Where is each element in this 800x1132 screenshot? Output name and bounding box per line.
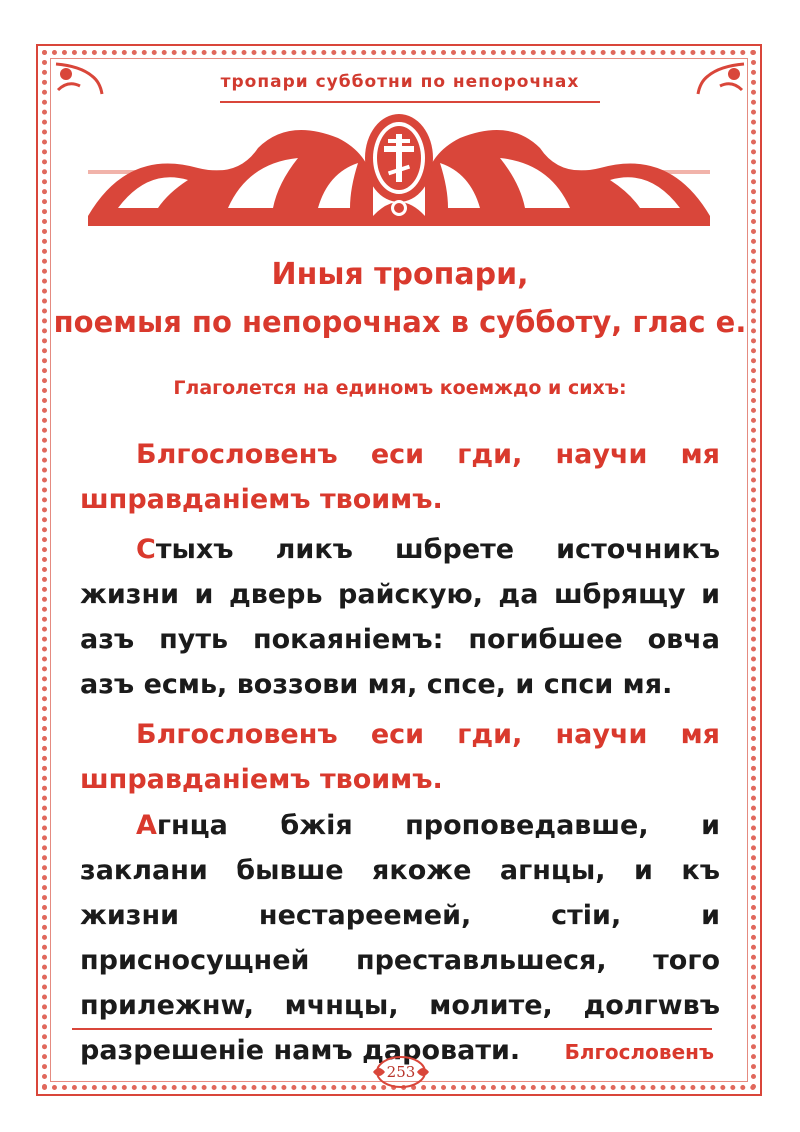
page-number: 253 <box>386 1063 416 1081</box>
heading-line-1: Иныя тропари, <box>271 257 529 292</box>
page-number-cartouche <box>371 1054 431 1090</box>
verse-2-text: гнца бжія проповедавше, и заклани бывше якоже агнцы, и къ жизни нестареемей, стіи, и присносущней преставльшеся, того прилежнw, мчнцы, молите, долгwвъ разрешеніе намъ даровати. <box>80 810 720 1066</box>
headpiece-ornament-icon <box>88 108 710 230</box>
refrain-1 <box>80 432 720 522</box>
verse-1-text: тыхъ ликъ шбрете источникъ жизни и дверь райскую, да шбрящу и азъ путь покаяніемъ: погибшее овча азъ есмь, воззови мя, спсе, и спси мя. <box>80 534 720 700</box>
heading-rubric: Глаголется на единомъ коемждо и сихъ: <box>173 377 627 399</box>
refrain-2-text: Блгословенъ еси гди, научи мя шправданіемъ твоимъ. <box>80 719 720 795</box>
verse-2-initial: А <box>136 810 157 841</box>
footer-rule <box>72 1028 712 1030</box>
running-head: тропари субботни по непорочнах <box>220 72 580 92</box>
verse-1-initial: С <box>136 534 156 565</box>
refrain-2 <box>80 712 720 802</box>
heading-line-2: поемыя по непорочнах в субботу, глас е. <box>53 305 747 339</box>
refrain-1-text: Блгословенъ еси гди, научи мя шправданіемъ твоимъ. <box>80 439 720 515</box>
running-head-rule <box>220 101 600 103</box>
catchword: Блгословенъ <box>564 1040 714 1064</box>
verse-2 <box>80 803 720 1073</box>
verse-1 <box>80 527 720 707</box>
